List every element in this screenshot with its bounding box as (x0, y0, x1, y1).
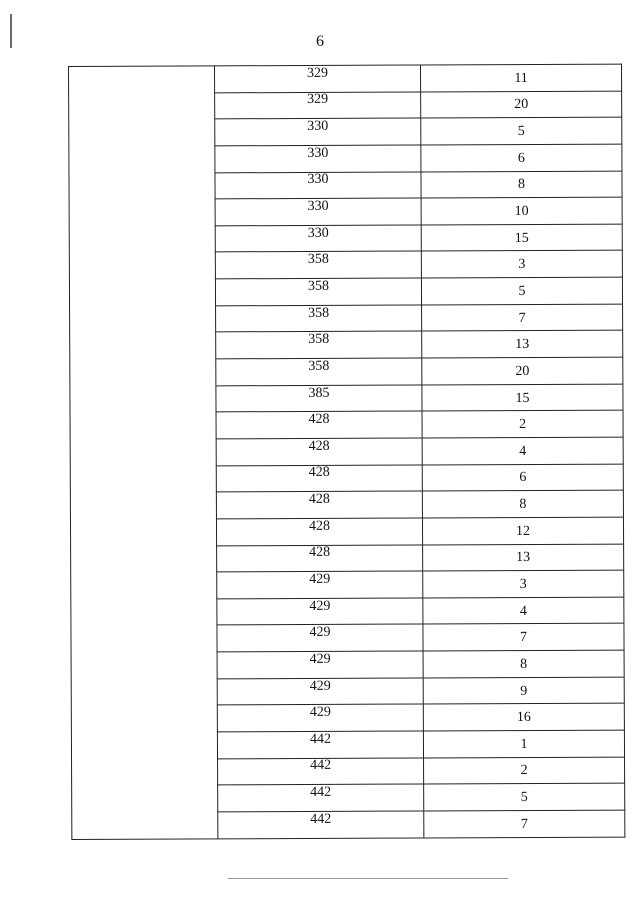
cell-value-b: 11 (514, 70, 528, 86)
table-cell-col-b (422, 517, 623, 545)
cell-value-a: 428 (308, 518, 331, 534)
cell-value-b: 20 (515, 363, 530, 379)
table-cell-col-a (215, 251, 421, 279)
table-cell-col-a (215, 278, 421, 306)
table-cell-col-b (421, 224, 622, 252)
table-cell-col-a (216, 305, 422, 333)
table-cell-col-b (422, 357, 623, 385)
table-cell-col-b (423, 730, 624, 758)
cell-value-b: 3 (518, 257, 526, 273)
table-cell-col-a (215, 92, 421, 120)
table-cell-col-b (422, 490, 623, 518)
table-cell-col-a (217, 731, 423, 759)
table-cell-col-b (421, 277, 622, 305)
table-cell-col-b (421, 91, 622, 119)
table-cell-col-a (218, 811, 424, 839)
cell-value-b: 10 (514, 204, 529, 220)
cell-value-b: 7 (518, 310, 526, 326)
table-cell-col-b (422, 464, 623, 492)
table-cell-col-b (423, 650, 624, 678)
cell-value-b: 5 (518, 283, 526, 299)
table-cell-col-a (215, 118, 421, 146)
table-cell-col-b (422, 437, 623, 465)
cell-value-b: 2 (519, 417, 527, 433)
cell-value-a: 429 (309, 678, 331, 694)
page-number: 6 (316, 33, 324, 50)
table-cell-col-b (423, 624, 624, 652)
table-cell-col-b (421, 117, 622, 145)
cell-value-a: 428 (308, 412, 330, 428)
table-cell-col-a (215, 198, 421, 226)
table-cell-col-a (217, 651, 423, 679)
cell-value-a: 429 (309, 571, 331, 587)
cell-value-b: 5 (520, 790, 528, 806)
table-cell-col-b (422, 384, 623, 412)
cell-value-b: 1 (520, 736, 528, 752)
cell-value-a: 442 (309, 731, 331, 747)
cell-value-a: 358 (307, 252, 329, 268)
table-cell-col-b (423, 703, 624, 731)
data-table (68, 64, 625, 840)
table-cell-col-b (423, 544, 624, 572)
table-cell-col-a (217, 544, 423, 572)
cell-value-b: 8 (517, 177, 526, 193)
table-cell-col-b (422, 330, 623, 358)
table-cell-col-b (424, 783, 625, 811)
cell-value-a: 330 (307, 172, 329, 188)
cell-value-a: 428 (308, 465, 330, 481)
cell-value-a: 330 (307, 118, 329, 135)
table-cell-col-b (421, 251, 622, 279)
cell-value-b: 8 (520, 656, 528, 672)
cell-value-a: 429 (309, 598, 331, 614)
table-cell-col-b (424, 810, 625, 838)
table-cell-col-a (215, 172, 421, 200)
cell-value-b: 7 (520, 816, 528, 833)
cell-value-b: 13 (515, 337, 530, 353)
cell-value-b: 15 (514, 230, 529, 246)
cell-value-a: 385 (308, 385, 330, 401)
cell-value-a: 330 (307, 225, 329, 241)
cell-value-b: 4 (519, 443, 527, 459)
table-cell-col-a (218, 784, 424, 812)
cell-value-a: 442 (310, 758, 332, 774)
table-cell-col-a (216, 491, 422, 519)
table-cell-col-b (421, 197, 622, 225)
cell-value-a: 329 (307, 65, 329, 81)
cell-value-b: 9 (520, 683, 528, 699)
table-cell-col-a (216, 411, 422, 439)
table-cell-col-b (420, 64, 621, 92)
cell-value-b: 7 (519, 630, 528, 646)
table-cell-col-a (216, 385, 422, 413)
table-cell-col-a (216, 331, 422, 359)
scan-bottom-line (228, 878, 508, 879)
table-cell-col-a (217, 704, 423, 732)
table-cell-col-a (216, 358, 422, 386)
table-cell-col-a (217, 598, 423, 626)
table-cell-col-b (421, 144, 622, 172)
table-cell-col-a (215, 65, 421, 93)
table-cell-col-a (216, 518, 422, 546)
cell-value-a: 358 (308, 305, 330, 321)
cell-value-a: 428 (309, 545, 331, 561)
table-cell-col-a (217, 571, 423, 599)
cell-value-a: 428 (308, 438, 330, 454)
table-cell-col-b (422, 304, 623, 332)
cell-value-a: 329 (307, 92, 329, 108)
table-cell-col-b (423, 597, 624, 625)
cell-value-a: 358 (307, 278, 329, 294)
cell-value-b: 15 (515, 390, 530, 406)
cell-value-a: 330 (307, 198, 329, 214)
cell-value-a: 429 (309, 651, 331, 667)
table-cell-col-a (217, 678, 423, 706)
table-cell-col-b (423, 677, 624, 705)
cell-value-b: 6 (519, 470, 527, 486)
table-cell-col-a (217, 624, 423, 652)
cell-value-a: 442 (310, 784, 332, 801)
cell-value-a: 429 (309, 625, 331, 641)
cell-value-a: 429 (309, 705, 331, 721)
cell-value-b: 8 (519, 497, 527, 513)
table-cell-col-b (421, 171, 622, 199)
cell-value-b: 13 (516, 550, 531, 566)
cell-value-a: 358 (308, 358, 330, 374)
cell-value-b: 5 (517, 124, 525, 140)
table-cell-col-a (215, 145, 421, 173)
table-cell-col-a (218, 758, 424, 786)
cell-value-b: 3 (519, 576, 527, 593)
cell-value-b: 16 (516, 710, 531, 726)
table-cell-col-a (216, 465, 422, 493)
table-cell-col-b (423, 570, 624, 598)
table-row (69, 64, 622, 93)
cell-value-a: 330 (307, 145, 329, 161)
cell-value-b: 6 (517, 150, 525, 166)
table-cell-col-b (424, 757, 625, 785)
cell-value-a: 358 (308, 332, 330, 348)
cell-value-b: 12 (516, 523, 531, 539)
cell-value-b: 20 (514, 97, 529, 113)
table-cell-col-a (215, 225, 421, 253)
cell-value-a: 442 (310, 811, 332, 827)
table-body (69, 64, 625, 839)
empty-first-column-cell (69, 66, 218, 840)
table-cell-col-b (422, 410, 623, 438)
table-cell-col-a (216, 438, 422, 466)
cell-value-a: 428 (308, 491, 330, 508)
cell-value-b: 4 (519, 603, 527, 619)
cell-value-b: 2 (520, 763, 528, 779)
